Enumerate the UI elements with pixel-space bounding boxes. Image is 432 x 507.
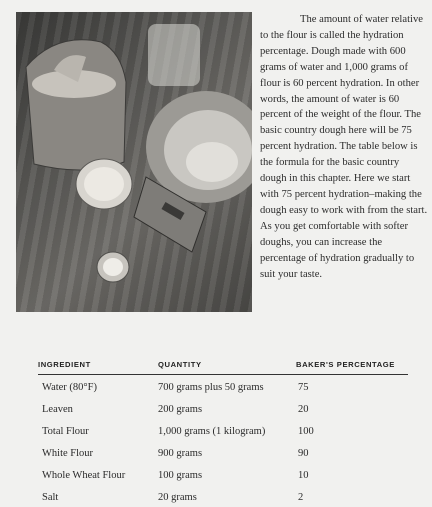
ingredient-cell: Salt <box>42 492 59 503</box>
baking-ingredients-photo <box>16 12 252 312</box>
table-row <box>38 441 408 463</box>
header-ingredient: INGREDIENT <box>38 360 91 369</box>
hydration-explanation-text <box>260 12 428 282</box>
ingredient-cell: Water (80°F) <box>42 382 97 393</box>
quantity-cell: 1,000 grams (1 kilogram) <box>158 426 266 437</box>
quantity-cell: 700 grams plus 50 grams <box>158 382 264 393</box>
ingredient-cell: Whole Wheat Flour <box>42 470 126 481</box>
table-row <box>38 463 408 485</box>
percentage-cell: 2 <box>298 492 304 503</box>
percentage-cell: 75 <box>298 382 309 393</box>
ingredient-cell: White Flour <box>42 448 94 459</box>
percentage-cell: 100 <box>298 426 314 437</box>
table-row <box>38 419 408 441</box>
body-paragraph: The amount of water relative to the flour is called the hydration percentage. Dough made with 600 grams of water and 1,000 grams of flour is 60 percent hydration. In other words, the amount of water is 60 percent of the weight of the flour. The basic country dough here will be 75 percent hydration. The table below is the formula for the basic country dough in this chapter. Here we start with 75 percent hydration–making the dough easy to work with from the start. As you get comfortable with softer doughs, you can increase the percentage of hydration gradually to suit your taste. <box>260 14 428 280</box>
dough-formula-table <box>38 354 408 507</box>
table-row <box>38 397 408 419</box>
ingredient-cell: Total Flour <box>42 426 89 437</box>
quantity-cell: 100 grams <box>158 470 203 481</box>
header-quantity: QUANTITY <box>158 360 202 369</box>
table-row <box>38 375 408 397</box>
percentage-cell: 90 <box>298 448 309 459</box>
quantity-cell: 200 grams <box>158 404 203 415</box>
quantity-cell: 900 grams <box>158 448 203 459</box>
header-bakers-percentage: BAKER'S PERCENTAGE <box>296 360 395 369</box>
ingredient-cell: Leaven <box>42 404 73 415</box>
quantity-cell: 20 grams <box>158 492 197 503</box>
photo-illustration <box>16 12 252 312</box>
water-glass-shape <box>148 24 200 86</box>
table-header <box>38 354 408 375</box>
percentage-cell: 20 <box>298 404 309 415</box>
percentage-cell: 10 <box>298 470 309 481</box>
